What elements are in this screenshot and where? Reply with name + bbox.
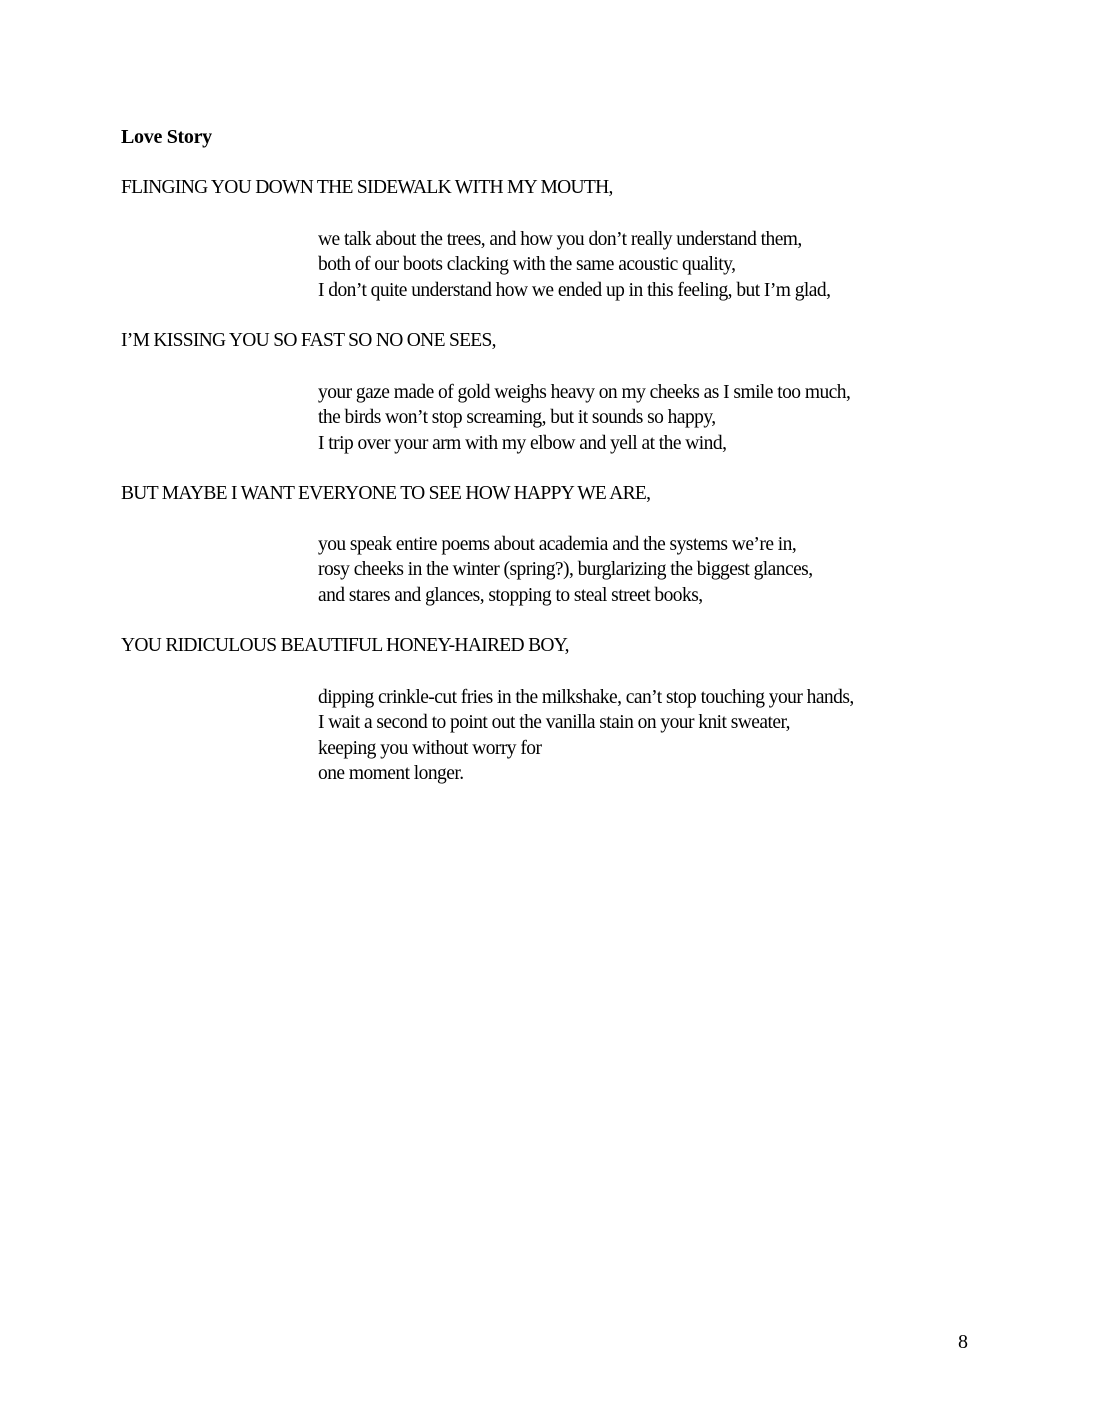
stanza bbox=[318, 380, 850, 456]
stanza-line: the birds won’t stop screaming, but it sounds so happy, bbox=[318, 407, 716, 429]
stanza-line: your gaze made of gold weighs heavy on my cheeks as I smile too much, bbox=[318, 382, 851, 403]
stanza-line: and stares and glances, stopping to steal street books, bbox=[318, 584, 703, 606]
stanza-line: keeping you without worry for bbox=[318, 737, 542, 759]
stanza-line: one moment longer. bbox=[318, 763, 464, 785]
stanza-line: rosy cheeks in the winter (spring?), burglarizing the biggest glances, bbox=[318, 559, 813, 581]
stanza-line: I wait a second to point out the vanilla stain on your knit sweater, bbox=[318, 712, 790, 734]
stanza-line: I don’t quite understand how we ended up in this feeling, but I’m glad, bbox=[318, 279, 831, 301]
stanza-line: you speak entire poems about academia and the systems we’re in, bbox=[318, 534, 797, 555]
stanza bbox=[318, 227, 830, 303]
refrain-line: I’M KISSING YOU SO FAST SO NO ONE SEES, bbox=[121, 330, 496, 351]
stanza-line: we talk about the trees, and how you don’t really understand them, bbox=[318, 229, 802, 250]
stanza bbox=[318, 685, 854, 787]
refrain-line: YOU RIDICULOUS BEAUTIFUL HONEY-HAIRED BOY, bbox=[121, 635, 569, 656]
poem-title: Love Story bbox=[121, 126, 212, 148]
stanza-line: both of our boots clacking with the same acoustic quality, bbox=[318, 254, 736, 276]
refrain-line: FLINGING YOU DOWN THE SIDEWALK WITH MY MOUTH, bbox=[121, 177, 613, 198]
stanza-line: I trip over your arm with my elbow and yell at the wind, bbox=[318, 432, 727, 454]
page-number: 8 bbox=[958, 1331, 968, 1353]
stanza bbox=[318, 532, 813, 608]
stanza-line: dipping crinkle-cut fries in the milkshake, can’t stop touching your hands, bbox=[318, 687, 854, 708]
refrain-line: BUT MAYBE I WANT EVERYONE TO SEE HOW HAPPY WE ARE, bbox=[121, 483, 651, 504]
